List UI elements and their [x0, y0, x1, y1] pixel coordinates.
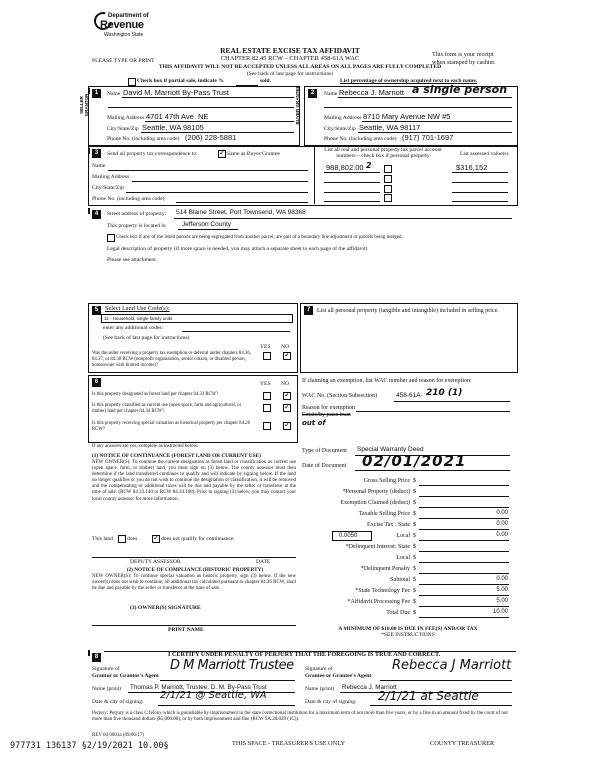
corr-phone-line [176, 202, 308, 203]
segregated-label: Check box if any of the listed parcels are being segregated from another parcel, are part of a boundary line adjustment or parcels being merged. [116, 235, 403, 240]
value-line [419, 617, 509, 618]
deputy-line [92, 557, 296, 558]
seller-name-line2 [108, 107, 294, 108]
dollar-sign: $ [413, 478, 416, 484]
grantor-name-label: Name (print) [92, 686, 122, 692]
wac-number[interactable]: 458-61A- [396, 392, 423, 399]
wac-line [394, 401, 510, 402]
grantee-name[interactable]: Rebecca J. Marriott [342, 684, 397, 691]
owner-signature-label: (3) OWNER(S) SIGNATURE [130, 605, 201, 611]
dollar-sign: $ [413, 489, 416, 495]
value-line [419, 562, 509, 563]
dollar-sign: $ [413, 599, 416, 605]
margin-bar-1 [88, 88, 90, 94]
s6-q3-yes[interactable] [263, 422, 271, 430]
exemption-question: Was the seller receiving a property tax exemption or deferral under chapters 84.36, 84.37, or 84.38 RCW (nonprofit organization, senior citizen, or disabled person, homeowner with limited income)? [92, 351, 251, 368]
value-line [419, 606, 509, 607]
percentage-note: List percentage of ownership acquired next to each name. [340, 78, 478, 84]
personal-prop-checkbox-1[interactable] [384, 165, 392, 173]
tax-line-subtotal [300, 575, 516, 586]
reason-handwritten: out of [302, 419, 326, 427]
dollar-sign: $ [413, 533, 416, 539]
s6-q1-yes[interactable] [263, 392, 271, 400]
dollar-sign: $ [413, 566, 416, 572]
logo-revenue: Revenue [100, 19, 144, 31]
seller-name-line [122, 97, 294, 98]
dollar-sign: $ [413, 522, 416, 528]
treasurer-use-label: THIS SPACE - TREASURER'S USE ONLY [232, 740, 345, 747]
s5-yes-header: YES [260, 344, 271, 350]
dollar-sign: $ [413, 511, 416, 517]
see-instructions: *SEE INSTRUCTIONS [381, 632, 435, 638]
partial-sale-sold: sold. [260, 78, 272, 84]
please-type: PLEASE TYPE OR PRINT [92, 58, 155, 64]
dollar-sign: $ [413, 610, 416, 616]
land-does-not-label: does not qualify for continuance. [161, 536, 235, 542]
tax-line-excise-local [300, 531, 516, 542]
personal-prop-checkbox-4[interactable] [384, 194, 392, 202]
assessed-line-3 [452, 192, 508, 193]
assessed-header: List assessed value(s) [460, 151, 509, 157]
corr-phone-label: Phone No. (including area code) [92, 196, 165, 202]
value-line [419, 551, 509, 552]
receipt-note-2: when stamped by cashier. [432, 59, 496, 66]
land-does-checkbox[interactable] [118, 535, 126, 543]
margin-bar-4 [88, 650, 90, 656]
tax-line-penalty [300, 564, 516, 575]
buyer-mailing-line [362, 121, 512, 122]
value-line [419, 485, 509, 486]
see-back: (See back of last page for instructions) [246, 71, 334, 77]
grantor-name[interactable]: Thomas P. Marriott, Trustee, D. M. By-Pass Trust [130, 684, 267, 691]
value-line [419, 518, 509, 519]
tax-line-label: Excise Tax : State [367, 522, 410, 528]
local-rate-box[interactable] [332, 531, 372, 541]
buyer-name-line2 [324, 107, 512, 108]
grantor-date-city[interactable]: 2/1/21 @ Seattle, WA [160, 690, 267, 701]
s6-q2-yes[interactable] [263, 404, 271, 412]
receipt-note-1: This form is your receipt [432, 51, 494, 58]
land-use-see-back: (See back of last page for instructions) [103, 335, 190, 341]
s6-yes-header: YES [260, 381, 271, 387]
tax-line-label: *State Technology Fee [355, 588, 410, 594]
tax-line-interest-local [300, 553, 516, 564]
if-yes-note: If any answers are yes, complete as instructed below. [92, 444, 199, 449]
tax-line-personal-property [300, 487, 516, 498]
tax-line-value[interactable]: 0.00 [496, 532, 508, 538]
parcel-number[interactable]: 988,802.00 [326, 163, 364, 172]
form-warning: THIS AFFIDAVIT WILL NOT BE ACCEPTED UNLESS ALL AREAS ON ALL PAGES ARE FULLY COMPLETED [158, 64, 442, 70]
doc-date-line [355, 470, 510, 471]
reason-line [356, 411, 510, 412]
grantee-sig-line [380, 680, 512, 681]
assessed-line-2 [452, 182, 508, 183]
seller-mailing[interactable]: 4701 47th Ave. NE [146, 112, 209, 121]
grantee-date-city[interactable]: 2/1/21 at Seattle [378, 689, 479, 703]
grantor-date-line [158, 705, 295, 706]
owner-signature-field[interactable] [92, 625, 296, 626]
buyer-name-handwritten: a single person [412, 83, 508, 96]
margin-bar-2 [88, 148, 90, 154]
tax-line-exemption [300, 498, 516, 509]
grantor-sig-label-1: Signature of [92, 666, 120, 672]
wac-handwritten: 210 (1) [426, 388, 463, 398]
tax-line-label: *Delinquent Penalty [360, 566, 410, 572]
additional-codes-input[interactable] [182, 331, 290, 332]
land-use-label: Select Land Use Code(s): [105, 305, 170, 312]
street-address[interactable]: 514 Blaine Street, Port Townsend, WA 98368 [176, 209, 306, 216]
assessed-line-4 [452, 201, 508, 202]
print-name-label: PRINT NAME [168, 627, 204, 633]
seller-phone[interactable]: (206) 228-5881 [185, 133, 237, 142]
section-1-number: 1 [92, 89, 101, 98]
value-line [419, 496, 509, 497]
section-8-number: 8 [92, 653, 101, 662]
historic-body: NEW OWNER(S): To continue special valuation as historic property, sign (3) below. If the new owner(s) does not wish to continue, all additional tax calculated pursuant to chapter 84.26 RCW, shall be due and payable by the seller or transferor at the time of sale. [92, 574, 296, 592]
corr-city-line [126, 192, 308, 193]
corr-name-label: Name [92, 163, 106, 169]
grantee-date-line [370, 705, 512, 706]
form-subtitle: CHAPTER 82.45 RCW – CHAPTER 458-61A WAC [220, 55, 360, 62]
county[interactable]: Jefferson County [182, 221, 232, 228]
tax-line-label: *Delinquent Interest: State [345, 544, 410, 550]
parcel-header-2: numbers – check box if personal property [336, 153, 430, 159]
doc-date-handwritten[interactable]: 02/01/2021 [362, 452, 467, 470]
tax-line-value[interactable]: 5.00 [496, 587, 508, 593]
section-2-side-label: BUYER GRANTEE [295, 85, 300, 125]
form-revision: REV 84 0001a (09/06/17) [92, 733, 144, 738]
corr-mailing-label: Mailing Address [92, 174, 130, 180]
seller-name[interactable]: David M. Marriott By-Pass Trust [123, 88, 229, 97]
grantor-sig-label-2: Grantor or Grantor's Agent [92, 673, 159, 679]
parcel-number-handwritten: 2 [366, 161, 372, 170]
continuance-body: NEW OWNER(S): To continue the current designation as forest land or classification as current use (open space, farm, or timber) land, you must sign on (3) below. The county assessor must then determine if the land transferred continues to qualify and will indicate by signing below. If the land no longer qualifies or you do not wish to continue the designation or classification, it will be removed and the compensating or additional taxes will be due and payable by the seller or transferor at the time of sale. (RCW 84.33.140 or RCW 84.34.108). Prior to signing (3) below, you may contact your local county assessor for more information. [92, 460, 296, 502]
seller-city[interactable]: Seattle, WA 98105 [142, 123, 204, 132]
seller-city-label: City/State/Zip [107, 126, 139, 132]
tax-line-value[interactable]: 10.00 [492, 609, 508, 615]
section-1-side-label: SELLER GRANTOR [79, 93, 89, 117]
tax-line-label: Local [396, 533, 410, 539]
parcel-line-1 [324, 172, 380, 173]
land-does-label: does [127, 536, 138, 542]
tax-line-label: Subtotal [389, 577, 410, 583]
assessed-value[interactable]: $316,152 [456, 163, 488, 172]
certify-rule [104, 651, 516, 652]
dollar-sign: $ [413, 500, 416, 506]
tax-line-total-due [300, 608, 516, 619]
grantee-date-label: Date & city of signing: [305, 699, 357, 705]
tax-line-processing-fee [300, 597, 516, 608]
current-use-question: Is this property classified as current use (open space, farm and agricultural, or timber) land per chapter 84.34 RCW? [92, 403, 242, 414]
county-treasurer-label: COUNTY TREASURER [430, 740, 495, 747]
reason-label: Reason for exemption [302, 405, 355, 411]
doc-date-label: Date of Document [302, 463, 347, 469]
grantee-name-label: Name (print) [305, 686, 335, 692]
tax-line-label: Taxable Selling Price [358, 511, 410, 517]
grantee-sig-label-2: Grantee or Grantee's Agent [305, 673, 372, 679]
logo-state: Washington State [104, 32, 144, 38]
same-as-buyer-label: Same as Buyer/Grantee [227, 151, 280, 157]
land-use-select[interactable] [101, 314, 293, 323]
doc-type[interactable]: Special Warranty Deed [357, 446, 424, 453]
buyer-name-label: Name [324, 91, 338, 97]
section-5-number: 5 [92, 306, 101, 315]
grantee-signature[interactable]: Rebecca J Marriott [392, 658, 512, 673]
tax-line-interest-state [300, 542, 516, 553]
buyer-name-line [338, 97, 512, 98]
buyer-name[interactable]: Rebecca J. Marriott [339, 88, 405, 97]
seller-mailing-line [145, 121, 294, 122]
tax-line-technology-fee [300, 586, 516, 597]
tax-line-value[interactable]: 0.00 [496, 510, 508, 516]
tax-line-gross [300, 476, 516, 487]
located-label: This property is located in [107, 223, 166, 229]
continuance-title: (1) NOTICE OF CONTINUANCE (FOREST LAND OR CURRENT USE) [92, 453, 261, 459]
seller-phone-label: Phone No. (including area code) [107, 136, 180, 142]
s5-no-header: NO [281, 344, 290, 350]
additional-codes-label: enter any additional codes: [103, 325, 164, 331]
assessed-line-1 [452, 172, 508, 173]
grantor-signature[interactable]: D M Marriott Trustee [170, 658, 294, 673]
street-label: Street address of property: [107, 211, 167, 217]
send-to-label: Send all property tax correspondence to: [107, 151, 198, 157]
tax-line-value[interactable]: 5.00 [496, 598, 508, 604]
county-line [178, 229, 238, 230]
buyer-mailing-label: Mailing Address [324, 115, 362, 121]
partial-sale-label: Check box if partial sale, indicate % [137, 78, 224, 84]
partial-sale-checkbox[interactable] [128, 78, 136, 86]
tax-line-excise-state [300, 520, 516, 531]
personal-prop-checkbox-2[interactable] [384, 175, 392, 183]
s6-no-header: NO [281, 381, 290, 387]
grantor-date-label: Date & city of signing: [92, 699, 144, 705]
tax-line-label: Gross Selling Price [363, 478, 410, 484]
parcel-header-1: List all real and personal property tax parcel account [324, 147, 442, 153]
personal-property-label: List all personal property (tangible and intangible) included in selling price. [317, 308, 499, 314]
buyer-city[interactable]: Seattle, WA 98117 [359, 123, 421, 132]
same-as-buyer-checkbox[interactable] [218, 150, 226, 158]
seller-name-label: Name [107, 91, 121, 97]
buyer-mailing[interactable]: 8710 Mary Avenue NW #5 [363, 112, 451, 121]
s5-q1-no[interactable] [283, 352, 291, 360]
corr-name-line [108, 170, 308, 171]
s6-q2-no[interactable] [283, 404, 291, 412]
section-2-number: 2 [308, 89, 317, 98]
tax-line-value[interactable]: 0.00 [496, 521, 508, 527]
certify-statement: I CERTIFY UNDER PENALTY OF PERJURY THAT THE FOREGOING IS TRUE AND CORRECT. [168, 651, 441, 658]
buyer-phone-label: Phone No. (including area code) [324, 136, 397, 142]
section-3-number: 3 [92, 149, 101, 158]
value-line [419, 573, 509, 574]
section3-divider [314, 146, 315, 204]
deputy-assessor-label: DEPUTY ASSESSOR [130, 559, 181, 565]
grantor-sig-line [160, 680, 295, 681]
grantee-sig-label-1: Signature of [305, 666, 333, 672]
tax-line-label: Total Due [386, 610, 410, 616]
value-line [419, 584, 509, 585]
personal-prop-checkbox-3[interactable] [384, 185, 392, 193]
tax-line-label: Local [396, 555, 410, 561]
local-rate: 0.0050 [339, 533, 358, 539]
minimum-note: A MINIMUM OF $10.00 IS DUE IN FEE(S) AND/OR TAX [338, 626, 478, 632]
parcel-line-3 [324, 192, 380, 193]
tax-line-label: *Personal Property (deduct) [342, 489, 410, 495]
land-use-value: 11 - Household, single family units [104, 316, 173, 321]
tax-line-taxable [300, 509, 516, 520]
dollar-sign: $ [413, 544, 416, 550]
parcel-line-4 [324, 201, 380, 202]
s5-q1-yes[interactable] [263, 352, 271, 360]
historic-title: (2) NOTICE OF COMPLIANCE (HISTORIC PROPERTY) [126, 567, 264, 573]
legal-description-label: Legal description of property (if more space is needed, you may attach a separate sheet to each page of the affidavit) [107, 246, 368, 252]
s6-q1-no[interactable] [283, 392, 291, 400]
deputy-date-label: DATE [256, 559, 271, 565]
wac-label: WAC No. (Section/Subsection) [302, 393, 378, 399]
logo-dept: Department of [108, 13, 149, 19]
form-title: REAL ESTATE EXCISE TAX AFFIDAVIT [220, 46, 360, 55]
parcel-line-2 [324, 182, 380, 183]
exemption-label: If claiming an exemption, list WAC number and reason for exemption: [302, 378, 472, 384]
dollar-sign: $ [413, 577, 416, 583]
forest-question: Is this property designated as forest land per chapter 84.33 RCW? [92, 392, 219, 397]
seller-mailing-label: Mailing Address [107, 115, 145, 121]
land-does-not-checkbox[interactable] [152, 535, 160, 543]
tax-line-value[interactable]: 0.00 [496, 576, 508, 582]
value-line [419, 529, 509, 530]
tax-line-label: *Affidavit Processing Fee [347, 599, 410, 605]
historic-question: Is this property receiving special valuation as historical property per chapter 84.26 RCW? [92, 421, 250, 432]
buyer-phone[interactable]: (917) 701-1697 [402, 133, 454, 142]
treasurer-stamp: 977731 136137 §2/19/2021 10.00§ [10, 741, 169, 751]
dollar-sign: $ [413, 588, 416, 594]
s6-q3-no[interactable] [283, 422, 291, 430]
dollar-sign: $ [413, 555, 416, 561]
buyer-city-label: City/State/Zip [324, 126, 356, 132]
this-land-label: This land [92, 536, 113, 542]
legal-attachment[interactable]: Please see attachment. [107, 257, 158, 263]
corr-mailing-line [132, 181, 308, 182]
reason-value[interactable]: Estate/by-pass trust [302, 412, 351, 418]
value-line [419, 540, 509, 541]
doc-type-label: Type of Document [302, 448, 347, 454]
margin-bar-3 [88, 208, 90, 214]
tax-line-label: Exemption Claimed (deduct) [340, 500, 410, 506]
tax-lines [300, 476, 516, 636]
section-7-number: 7 [304, 306, 313, 315]
value-line [419, 595, 509, 596]
street-line [174, 218, 512, 219]
section-6-number: 6 [92, 378, 101, 387]
corr-city-label: City/State/Zip [92, 185, 124, 191]
perjury-notice: Perjury: Perjury is a class C felony which is punishable by imprisonment in the state correctional institution for a maximum term of not more than five years, or by a fine in an amount fixed by the court of not more than five thousand dollars ($5,000.00), or by both imprisonment and fine (RCW 9A.20.020 (1C)). [92, 711, 508, 722]
section-4-number: 4 [92, 210, 101, 219]
value-line [419, 507, 509, 508]
dor-logo [92, 12, 154, 50]
segregated-checkbox[interactable] [107, 234, 115, 242]
